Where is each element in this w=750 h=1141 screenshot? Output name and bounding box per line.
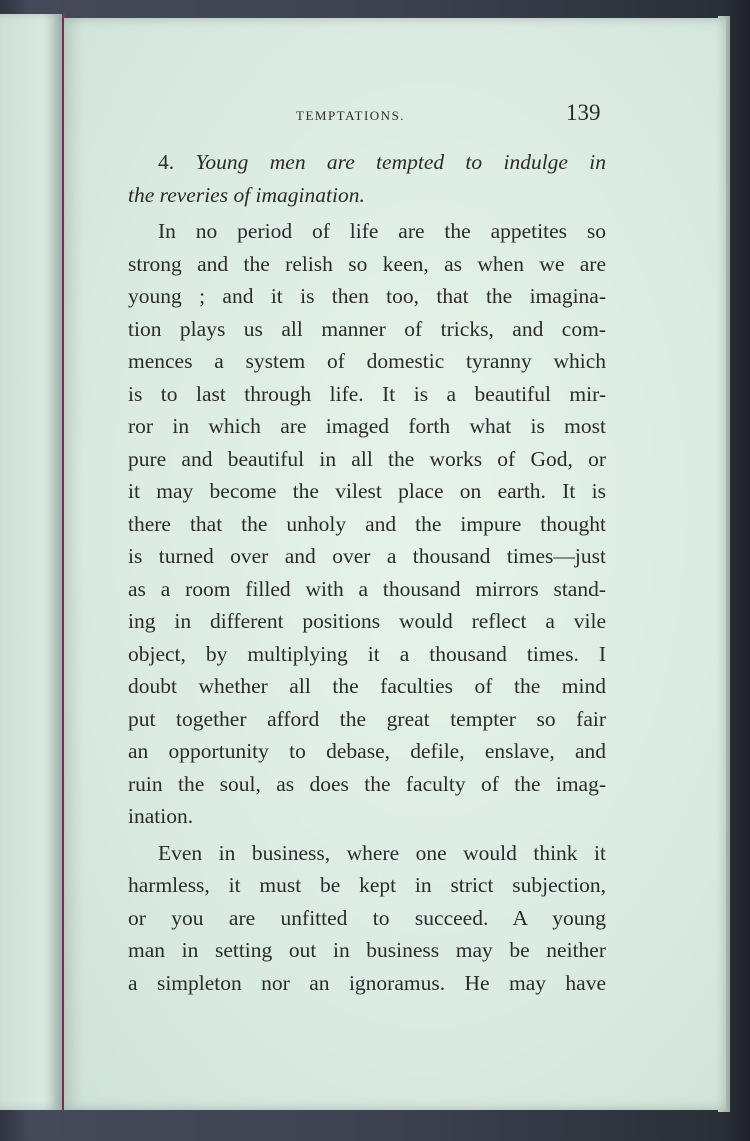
previous-page-edge <box>0 14 65 1110</box>
text-line: ruin the soul, as does the faculty of the imag- <box>128 771 606 796</box>
running-head: TEMPTATIONS. <box>296 108 406 123</box>
text-line: young ; and it is then too, that the imagina- <box>128 284 606 308</box>
text-line: there that the unholy and the impure thought <box>128 511 606 536</box>
text-line: an opportunity to debase, defile, enslave, and <box>128 739 606 763</box>
text-line: a simpleton nor an ignoramus. He may have <box>128 970 606 995</box>
text-line: mences a system of domestic tyranny which <box>128 349 606 373</box>
section-heading-line-1 <box>128 146 606 179</box>
page-text <box>128 146 606 999</box>
section-heading-text: Young men are tempted to indulge in <box>195 150 607 174</box>
text-line: put together afford the great tempter so fair <box>128 706 606 731</box>
text-line: ing in different positions would reflect a vile <box>128 609 606 633</box>
text-line: or you are unfitted to succeed. A young <box>128 905 606 930</box>
text-line: as a room filled with a thousand mirrors stand- <box>128 576 606 601</box>
text-line: In no period of life are the appetites so <box>158 219 606 243</box>
text-line: pure and beautiful in all the works of God, or <box>128 446 606 471</box>
text-line: Even in business, where one would think it <box>158 840 606 865</box>
text-line: object, by multiplying it a thousand times. I <box>128 641 606 666</box>
text-line: strong and the relish so keen, as when we are <box>128 251 606 276</box>
text-line: ination. <box>128 804 194 828</box>
text-line: ror in which are imaged forth what is most <box>128 414 606 438</box>
text-line: tion plays us all manner of tricks, and com- <box>128 316 606 341</box>
section-heading-line-2: the reveries of imagination. <box>128 182 365 207</box>
text-line: harmless, it must be kept in strict subjection, <box>128 873 606 897</box>
text-line: is turned over and over a thousand times—just <box>128 544 606 568</box>
text-line: man in setting out in business may be neither <box>128 938 606 962</box>
section-number: 4. <box>158 150 175 174</box>
text-line: is to last through life. It is a beautiful mir- <box>128 381 606 406</box>
text-line: doubt whether all the faculties of the mind <box>128 674 606 698</box>
text-line: it may become the vilest place on earth. It is <box>128 479 606 503</box>
page-number: 139 <box>566 100 601 125</box>
